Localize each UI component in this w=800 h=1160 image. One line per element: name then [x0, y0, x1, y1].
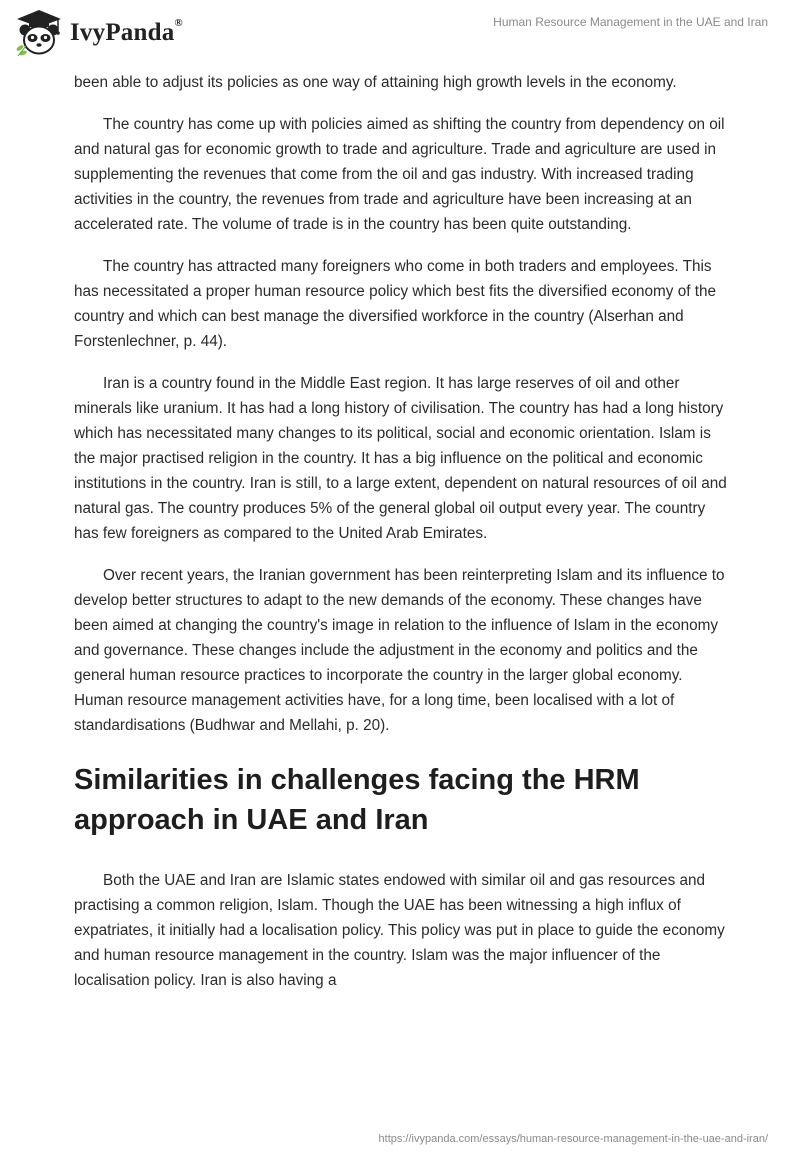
- paragraph-similarities: Both the UAE and Iran are Islamic states endowed with similar oil and gas resources and practising a common religion, Islam. Though the UAE has been witnessing a high influx of expatriates, it initially had a localisation policy. This policy was put in place to guide the economy and human resource management in the country. Islam was the major influencer of the localisation policy. Iran is also having a: [74, 872, 725, 989]
- paragraph-iran-reinterpretation: Over recent years, the Iranian government has been reinterpreting Islam and its influence to develop better structures to adapt to the new demands of the economy. These changes have been aimed at changing the country's image in relation to the influence of Islam in the economy and governance. These changes include the adjustment in the economy and politics and the general human resource practices to incorporate the country in the larger global economy. Human resource management activities have, for a long time, been localised with a lot of standardisations (Budhwar and Mellahi, p. 20).: [74, 567, 725, 734]
- document-title: Human Resource Management in the UAE and Iran: [493, 15, 768, 29]
- essay-content: [74, 70, 734, 1010]
- logo-wordmark: [70, 19, 183, 47]
- paragraph-foreigners: The country has attracted many foreigners who come in both traders and employees. This has necessitated a proper human resource policy which best fits the diversified economy of the country and which can best manage the diversified workforce in the country (Alserhan and Forstenlechner, p. 44).: [74, 258, 716, 350]
- panda-graduation-cap-icon: [14, 8, 64, 58]
- registered-mark: ®: [174, 17, 183, 29]
- section-heading: Similarities in challenges facing the HRM approach in UAE and Iran: [74, 764, 640, 836]
- logo-text: IvyPanda: [70, 19, 175, 46]
- ivypanda-logo[interactable]: [14, 8, 183, 58]
- paragraph-continuation: been able to adjust its policies as one way of attaining high growth levels in the economy.: [74, 74, 677, 91]
- footer-url[interactable]: https://ivypanda.com/essays/human-resource-management-in-the-uae-and-iran/: [378, 1133, 768, 1145]
- paragraph-iran-overview: Iran is a country found in the Middle East region. It has large reserves of oil and other minerals like uranium. It has had a long history of civilisation. The country has had a long history which has necessitated many changes to its political, social and economic orientation. Islam is the major practised religion in the country. It has a big influence on the political and economic institutions in the country. Iran is still, to a large extent, dependent on natural resources of oil and natural gas. The country produces 5% of the general global oil output every year. The country has few foreigners as compared to the United Arab Emirates.: [74, 375, 727, 542]
- paragraph-trade-agriculture: The country has come up with policies aimed as shifting the country from dependency on oil and natural gas for economic growth to trade and agriculture. Trade and agriculture are used in supplementing the revenues that come from the oil and gas industry. With increased trading activities in the country, the revenues from trade and agriculture have been increasing at an accelerated rate. The volume of trade is in the country has been quite outstanding.: [74, 116, 725, 233]
- page-header: [0, 0, 800, 68]
